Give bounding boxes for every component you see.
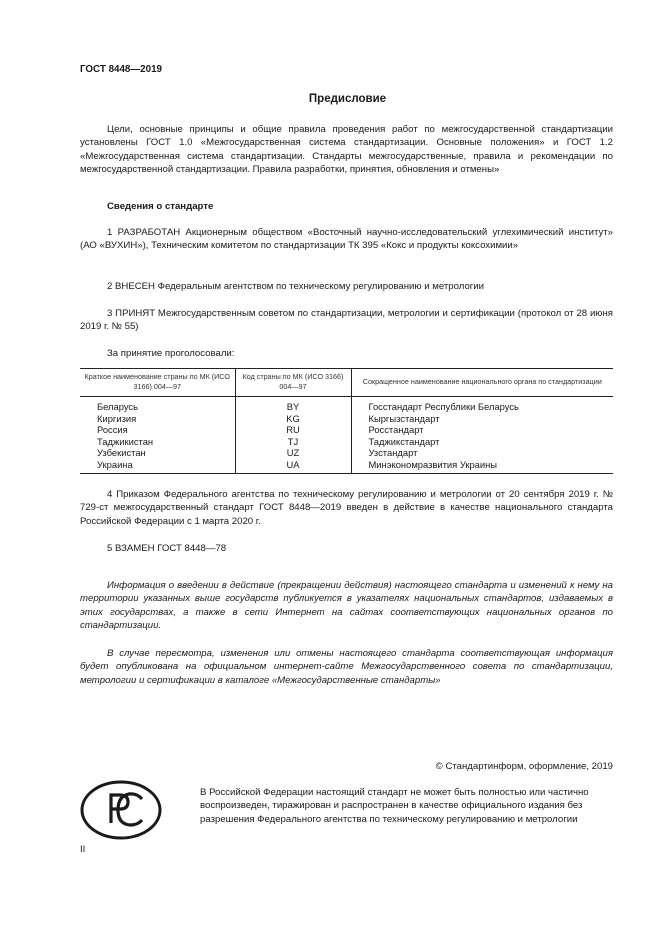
header-country-code: Код страны по МК (ИСО 3166) 004—97	[235, 369, 351, 397]
country-name: Таджикистан	[97, 435, 154, 447]
standards-body: Кыргызстандарт	[351, 413, 613, 425]
intro-paragraph: Цели, основные принципы и общие правила проведения работ по межгосударственной стандартизации установлены ГОСТ 1.0 «Межгосударственная система стандартизации. Основные положения» и ГОСТ 1.2 «Межгосударственная система стандартизации. Стандарты межгосударственные, правила и рекомендации по межгосударственной стандартизации. Правила разработки, принятия, обновления и отмены»	[80, 124, 613, 175]
country-code: UZ	[235, 447, 351, 459]
country-name: Узбекистан	[97, 447, 146, 458]
copyright-notice: В Российской Федерации настоящий стандарт не может быть полностью или частично воспроизведен, тиражирован и распространен в качестве официального издания без разрешения Федерального агентства по техническому регулированию и метрологии	[200, 787, 589, 825]
country-name: Россия	[97, 424, 128, 435]
header-country-name: Краткое наименование страны по МК (ИСО 3166) 004—97	[80, 369, 235, 397]
country-name: Киргизия	[97, 412, 137, 424]
copyright: © Стандартинформ, оформление, 2019	[435, 761, 613, 772]
country-code: KG	[235, 413, 351, 425]
item-4: 4 Приказом Федерального агентства по техническому регулированию и метрологии от 20 сентября 2019 г. № 729-ст межгосударственный стандарт ГОСТ 8448—2019 введен в действие в качестве национального стандарта Российской Федерации с 1 марта 2020 г.	[80, 489, 613, 527]
country-name: Беларусь	[97, 401, 139, 412]
item-2: 2 ВНЕСЕН Федеральным агентством по техническому регулированию и метрологии	[107, 281, 485, 292]
table-row	[80, 413, 613, 425]
rst-logo-icon	[80, 780, 162, 840]
country-code: BY	[235, 397, 351, 413]
table-row	[80, 447, 613, 459]
voting-intro: За принятие проголосовали:	[107, 348, 235, 359]
standards-body: Госстандарт Республики Беларусь	[351, 397, 613, 413]
voting-table	[80, 368, 613, 474]
standards-body: Росстандарт	[351, 424, 613, 436]
item-3: 3 ПРИНЯТ Межгосударственным советом по стандартизации, метрологии и сертификации (протокол от 28 июня 2019 г. № 55)	[80, 308, 613, 333]
table-row	[80, 424, 613, 436]
page-number: II	[80, 844, 86, 855]
country-name: Украина	[80, 459, 235, 474]
header-standards-body: Сокращенное наименование национального органа по стандартизации	[351, 369, 613, 397]
country-code: UA	[235, 459, 351, 474]
standards-body: Минэкономразвития Украины	[351, 459, 613, 474]
item-5: 5 ВЗАМЕН ГОСТ 8448—78	[107, 543, 227, 554]
info-paragraph-2: В случае пересмотра, изменения или отмены настоящего стандарта соответствующая информация будет опубликована на официальном интернет-сайте Межгосударственного совета по стандартизации, метрологии и сертификации в каталоге «Межгосударственные стандарты»	[80, 648, 613, 686]
standards-body: Таджикстандарт	[351, 436, 613, 448]
country-code: TJ	[235, 436, 351, 448]
table-row	[80, 436, 613, 448]
table-header-row	[80, 369, 613, 397]
info-paragraph-1: Информация о введении в действие (прекращении действия) настоящего стандарта и изменений к нему на территории указанных выше государств публикуется в указателях национальных стандартов, издаваемых в этих государствах, а также в сети Интернет на сайтах соответствующих национальных органов по стандартизации.	[80, 580, 613, 631]
item-1: 1 РАЗРАБОТАН Акционерным обществом «Восточный научно-исследовательский углехимический институт» (АО «ВУХИН»), Техническим комитетом по стандартизации ТК 395 «Кокс и продукты коксохимии»	[80, 227, 613, 252]
country-code: RU	[235, 424, 351, 436]
table-row	[80, 459, 613, 474]
standards-body: Узстандарт	[351, 447, 613, 459]
document-code: ГОСТ 8448—2019	[80, 64, 162, 75]
page-title: Предисловие	[308, 93, 387, 105]
table-row	[80, 397, 613, 413]
section-title: Сведения о стандарте	[107, 201, 214, 212]
